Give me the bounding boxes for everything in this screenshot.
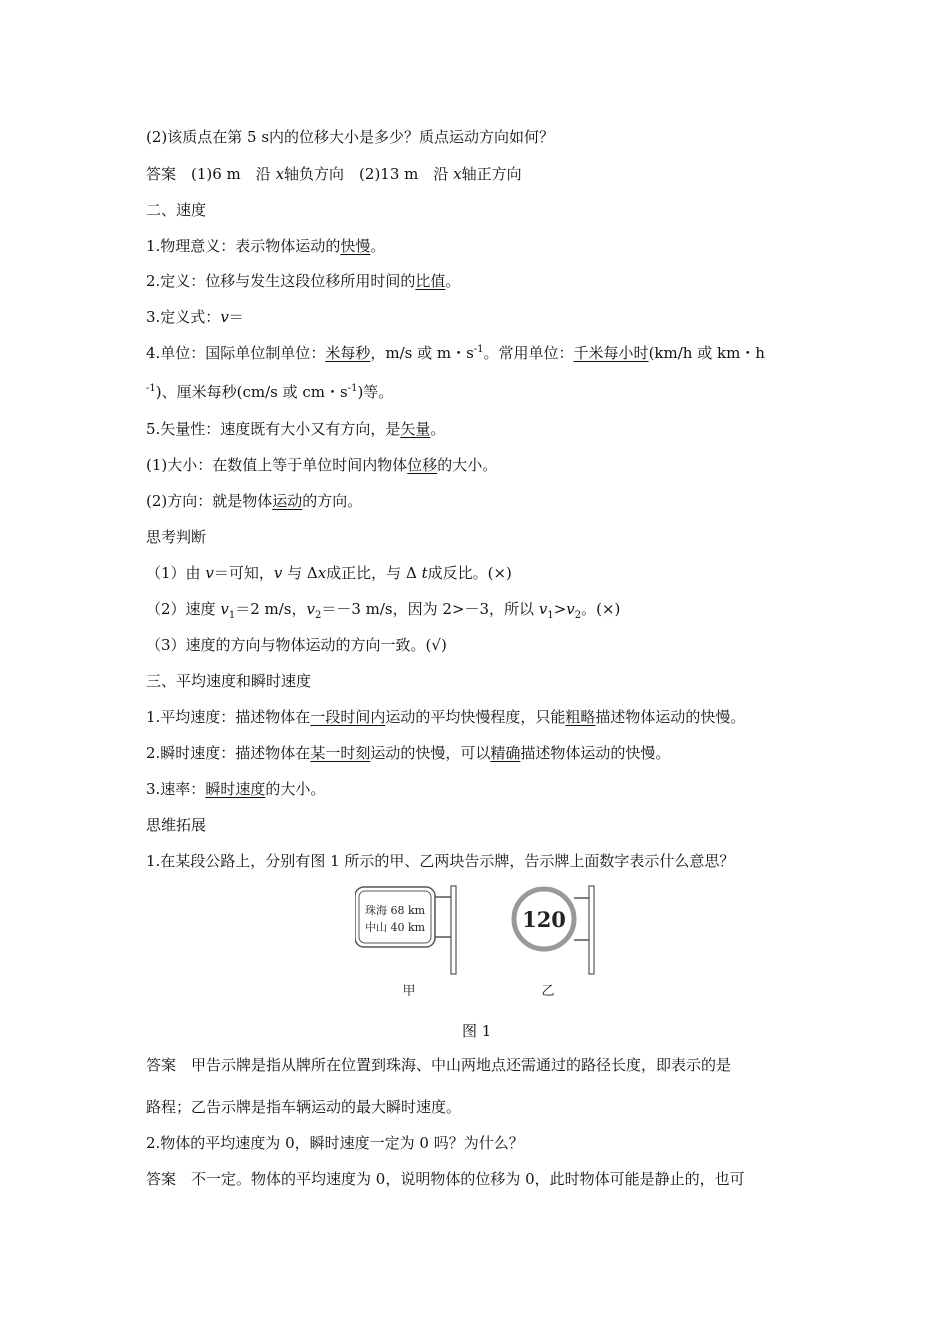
speed-limit-value: 120 xyxy=(522,907,566,932)
item-average-velocity: 1.平均速度：描述物体在一段时间内运动的平均快慢程度，只能粗略描述物体运动的快慢。 xyxy=(146,708,746,726)
expand-question-2: 2.物体的平均速度为 0，瞬时速度一定为 0 吗？为什么？ xyxy=(146,1134,524,1152)
item-speed: 3.速率：瞬时速度的大小。 xyxy=(146,780,326,798)
sign-a-line-2: 中山 40 km xyxy=(364,921,426,934)
sign-a xyxy=(355,886,456,974)
label-jia: 甲 xyxy=(402,984,416,996)
item-instant-velocity: 2.瞬时速度：描述物体在某一时刻运动的快慢，可以精确描述物体运动的快慢。 xyxy=(146,744,671,762)
sign-b xyxy=(514,886,594,974)
heading-expand: 思维拓展 xyxy=(146,816,207,834)
item-definition: 2.定义：位移与发生这段位移所用时间的比值。 xyxy=(146,272,461,290)
item-physical-meaning: 1.物理意义：表示物体运动的快慢。 xyxy=(146,237,386,255)
expand-question-1: 1.在某段公路上，分别有图 1 所示的甲、乙两块告示牌，告示牌上面数字表示什么意思？ xyxy=(146,852,735,870)
item-units: 4.单位：国际单位制单位：米每秒，m/s 或 m・$s^{-1}$。常用单位：千米每小时(km/h 或 km・h xyxy=(146,344,765,362)
answer-1: 答案 (1)6 m 沿 x轴负方向 (2)13 m 沿 x轴正方向 xyxy=(146,165,522,183)
figure-caption: 图 1 xyxy=(462,1022,492,1040)
item-vector: 5.矢量性：速度既有大小又有方向，是矢量。 xyxy=(146,420,446,438)
judge-3: （3）速度的方向与物体运动的方向一致。(√) xyxy=(146,636,447,654)
sign-a-line-1: 珠海 68 km xyxy=(364,904,426,917)
answer-expand-1: 答案 甲告示牌是指从牌所在位置到珠海、中山两地点还需通过的路径长度，即表示的是 xyxy=(146,1056,732,1074)
figure-signs xyxy=(355,876,595,996)
section-heading-average-instant: 三、平均速度和瞬时速度 xyxy=(146,672,312,690)
section-heading-velocity: 二、速度 xyxy=(146,201,207,219)
judge-1: （1）由 v＝可知，v 与 Δx成正比，与 Δ t成反比。(×) xyxy=(146,564,512,582)
label-yi: 乙 xyxy=(541,984,555,996)
item-direction: (2)方向：就是物体运动的方向。 xyxy=(146,492,363,510)
question-2: (2)该质点在第 5 s内的位移大小是多少？质点运动方向如何？ xyxy=(146,128,555,146)
judge-2: （2）速度 $v_1=2$ m/s，$v_2=-3$ m/s，因为 2>－3，所以 $v_1>v_2$。(×) xyxy=(146,600,621,621)
road-signs-illustration xyxy=(355,876,595,996)
item-formula: 3.定义式：v＝ xyxy=(146,308,244,326)
answer-expand-2: 答案 不一定。物体的平均速度为 0，说明物体的位移为 0，此时物体可能是静止的，也可 xyxy=(146,1170,745,1188)
answer-expand-1-cont: 路程；乙告示牌是指车辆运动的最大瞬时速度。 xyxy=(146,1098,462,1116)
item-units-cont: $^{-1}$)、厘米每秒(cm/s 或 cm・$s^{-1}$)等。 xyxy=(146,383,394,401)
item-magnitude: (1)大小：在数值上等于单位时间内物体位移的大小。 xyxy=(146,456,498,474)
heading-think: 思考判断 xyxy=(146,528,207,546)
